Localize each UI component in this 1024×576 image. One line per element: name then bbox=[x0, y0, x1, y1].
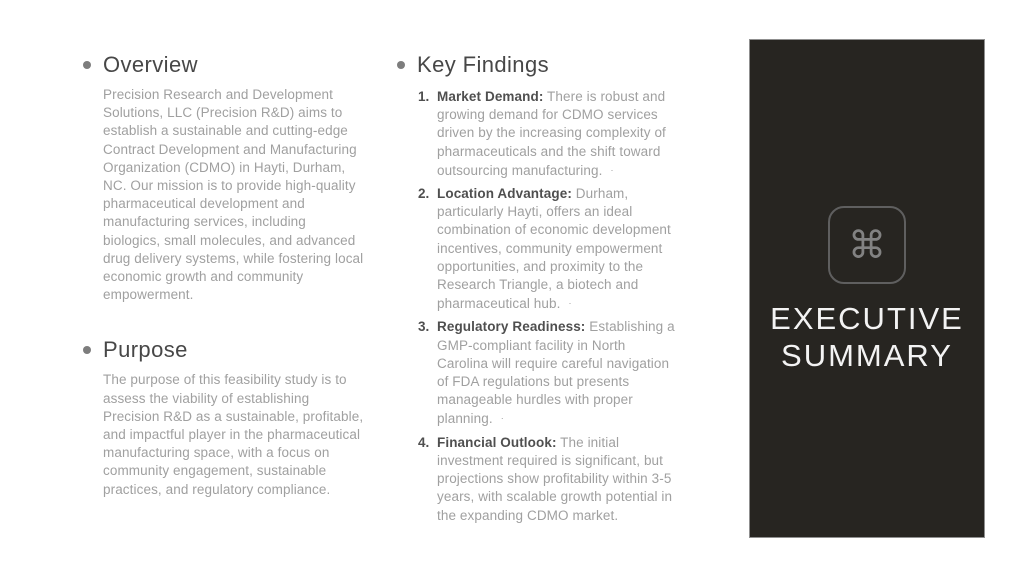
overview-body: Precision Research and Development Solutions, LLC (Precision R&D) aims to establish a sustainable and cutting-edge Contract Development and Manufacturing Organization (CDMO) in Hayti, Durham, NC. Our mission is to provide high-quality pharmaceutical development and manufacturing services, including biologics, small molecules, and advanced drug delivery systems, while fostering local economic growth and community empowerment. bbox=[103, 87, 364, 303]
item-description: There is robust and growing demand for CDMO services driven by the increasing complexity of pharmaceuticals and the shift toward outsourcing manufacturing. bbox=[437, 89, 666, 178]
bullet-icon bbox=[397, 61, 405, 69]
list-item bbox=[418, 185, 679, 313]
item-description: Establishing a GMP-compliant facility in North Carolina will require careful navigation of FDA regulations but presents manageable hurdles with proper planning. bbox=[437, 319, 675, 427]
overview-title: Overview bbox=[103, 52, 198, 77]
item-text bbox=[437, 434, 677, 526]
section-overview bbox=[83, 52, 367, 304]
item-label: Location Advantage: bbox=[437, 186, 572, 202]
citation-mark-icon: · bbox=[500, 413, 504, 424]
item-number: 2. bbox=[418, 186, 430, 202]
item-number: 3. bbox=[418, 319, 430, 335]
bullet-icon bbox=[83, 61, 91, 69]
slide-title bbox=[750, 300, 984, 374]
key-findings-list bbox=[418, 88, 679, 526]
item-text bbox=[437, 318, 677, 428]
list-item bbox=[418, 434, 679, 526]
item-number: 4. bbox=[418, 434, 430, 450]
item-text bbox=[437, 88, 677, 180]
list-item bbox=[418, 318, 679, 428]
left-column bbox=[83, 52, 367, 499]
item-text bbox=[437, 185, 677, 313]
purpose-header bbox=[83, 337, 367, 363]
overview-header bbox=[83, 52, 367, 78]
key-findings-column bbox=[397, 52, 679, 531]
citation-mark-icon: · bbox=[568, 298, 572, 309]
bullet-icon bbox=[83, 346, 91, 354]
citation-mark-icon: · bbox=[610, 164, 614, 175]
purpose-title: Purpose bbox=[103, 337, 188, 363]
command-icon-frame bbox=[828, 206, 906, 284]
item-label: Regulatory Readiness: bbox=[437, 319, 586, 335]
purpose-body: The purpose of this feasibility study is to assess the viability of establishing Precision R&D as a sustainable, profitable, and impactful player in the pharmaceutical manufacturing space, with a focus on community engagement, sustainable practices, and regulatory compliance. bbox=[103, 372, 364, 497]
list-item bbox=[418, 88, 679, 180]
item-label: Financial Outlook: bbox=[437, 434, 557, 450]
item-description: Durham, particularly Hayti, offers an ideal combination of economic development incentives, community empowerment opportunities, and proximity to the Research Triangle, a biotech and pharmaceutical hub. bbox=[437, 186, 671, 312]
command-icon: ⌘ bbox=[848, 223, 886, 267]
section-purpose bbox=[83, 337, 367, 498]
title-panel bbox=[749, 39, 985, 538]
key-findings-title: Key Findings bbox=[417, 52, 549, 77]
slide-title-line2: SUMMARY bbox=[781, 338, 953, 373]
slide-title-line1: EXECUTIVE bbox=[770, 301, 964, 336]
item-description: The initial investment required is significant, but projections show profitability within 3-5 years, with scalable growth potential in the expanding CDMO market. bbox=[437, 434, 673, 524]
key-findings-header bbox=[397, 52, 679, 78]
item-label: Market Demand: bbox=[437, 89, 544, 104]
item-number: 1. bbox=[418, 89, 430, 104]
